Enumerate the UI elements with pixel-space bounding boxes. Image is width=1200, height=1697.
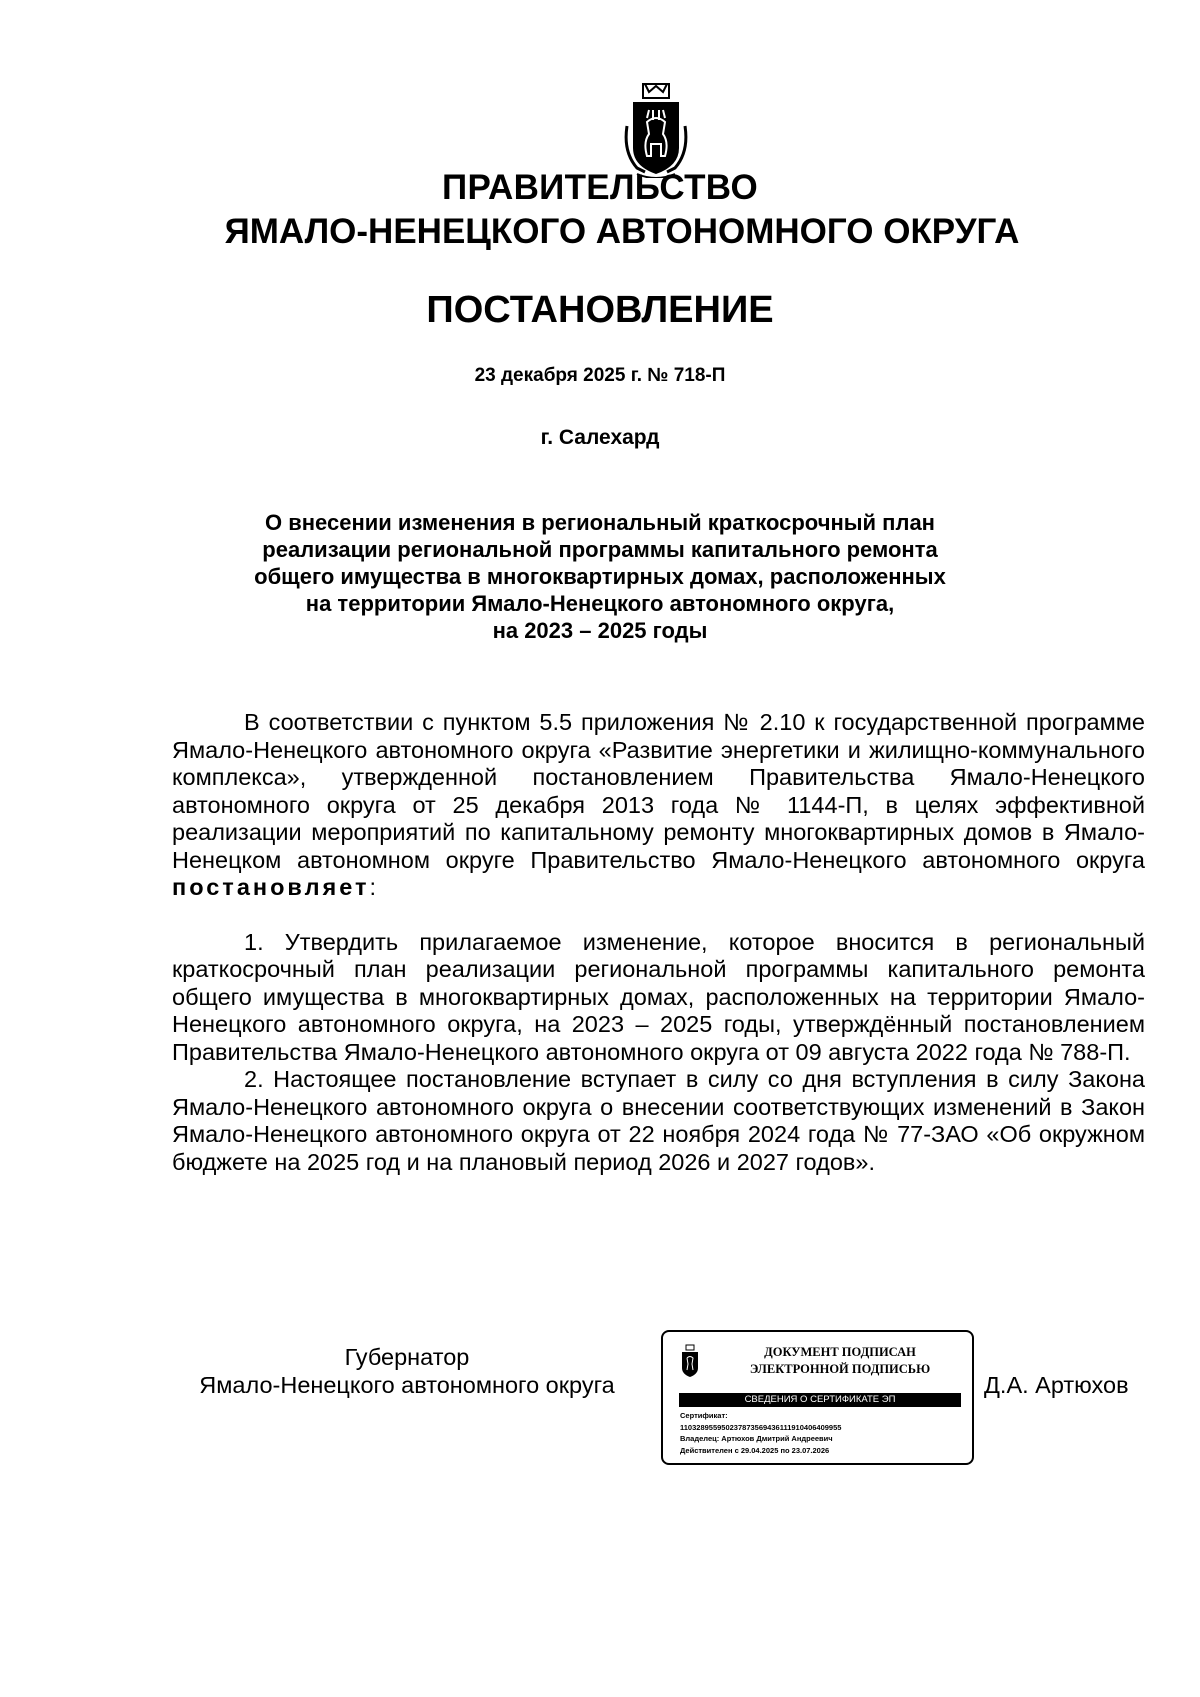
signatory-title-line: Ямало-Ненецкого автономного округа (199, 1372, 615, 1398)
preamble-end: : (369, 874, 377, 900)
stamp-cert-number: 110328955950237873569436111910406409955 (680, 1422, 842, 1432)
item-paragraph-1: 1. Утвердить прилагаемое изменение, которое вносится в региональный краткосрочный план реализации региональной программы капитального ремонта общего имущества в многоквартирных домах, расположенных на территории Ямало-Ненецкого автономного округа, на 2023 – 2025 годы, утверждённый постановлением Правительства Ямало-Ненецкого автономного округа от 09 августа 2022 года № 788-П. (172, 928, 1145, 1065)
organization-name: ПРАВИТЕЛЬСТВО (441, 168, 758, 207)
stamp-certificate-details (680, 1410, 841, 1456)
subject-line: на территории Ямало-Ненецкого автономного округа, (305, 591, 895, 616)
document-subject (0, 509, 1200, 644)
subject-line: на 2023 – 2025 годы (492, 618, 708, 643)
stamp-certificate-bar: СВЕДЕНИЯ О СЕРТИФИКАТЕ ЭП (679, 1393, 961, 1407)
resolution-keyword: постановляет (172, 874, 370, 900)
document-date-number: 23 декабря 2025 г. № 718-П (474, 365, 726, 386)
stamp-heading-line: ЭЛЕКТРОННОЙ ПОДПИСЬЮ (749, 1362, 931, 1376)
stamp-coat-of-arms-icon (679, 1344, 701, 1378)
stamp-heading-line: ДОКУМЕНТ ПОДПИСАН (764, 1345, 916, 1359)
preamble-paragraph (172, 709, 1145, 902)
document-city: г. Салехард (540, 426, 660, 449)
signatory-title-line: Губернатор (344, 1344, 470, 1370)
organization-region: ЯМАЛО-НЕНЕЦКОГО АВТОНОМНОГО ОКРУГА (224, 212, 1020, 251)
subject-line: общего имущества в многоквартирных домах, расположенных (254, 564, 946, 589)
preamble-text: В соответствии с пунктом 5.5 приложения № 2.10 к государственной программе Ямало-Ненецкого автономного округа «Развитие энергетики и жилищно-коммунального комплекса», утвержденной постановлением Правительства Ямало-Ненецкого автономного округа от 25 декабря 2013 года № 1144-П, в целях эффективной реализации мероприятий по капитальному ремонту многоквартирных домов в Ямало-Ненецком автономном округе Правительство Ямало-Ненецкого автономного округа (172, 709, 1145, 873)
document-body (172, 709, 1145, 1176)
electronic-signature-stamp (661, 1330, 974, 1465)
coat-of-arms-icon (623, 82, 689, 178)
subject-line: О внесении изменения в региональный краткосрочный план (265, 510, 935, 535)
signatory-title (172, 1343, 642, 1399)
document-type: ПОСТАНОВЛЕНИЕ (426, 289, 774, 331)
stamp-cert-label: Сертификат: (680, 1411, 728, 1420)
stamp-owner: Владелец: Артюхов Дмитрий Андреевич (680, 1434, 833, 1443)
item-paragraph-2: 2. Настоящее постановление вступает в силу со дня вступления в силу Закона Ямало-Ненецкого автономного округа о внесении соответствующих изменений в Закон Ямало-Ненецкого автономного округа от 22 ноября 2024 года № 77-ЗАО «Об окружном бюджете на 2025 год и на плановый период 2026 и 2027 годов». (172, 1066, 1145, 1175)
subject-line: реализации региональной программы капитального ремонта (262, 537, 938, 562)
stamp-validity: Действителен с 29.04.2025 по 23.07.2026 (680, 1445, 830, 1455)
signatory-name: Д.А. Артюхов (984, 1372, 1129, 1398)
stamp-heading (715, 1344, 965, 1378)
